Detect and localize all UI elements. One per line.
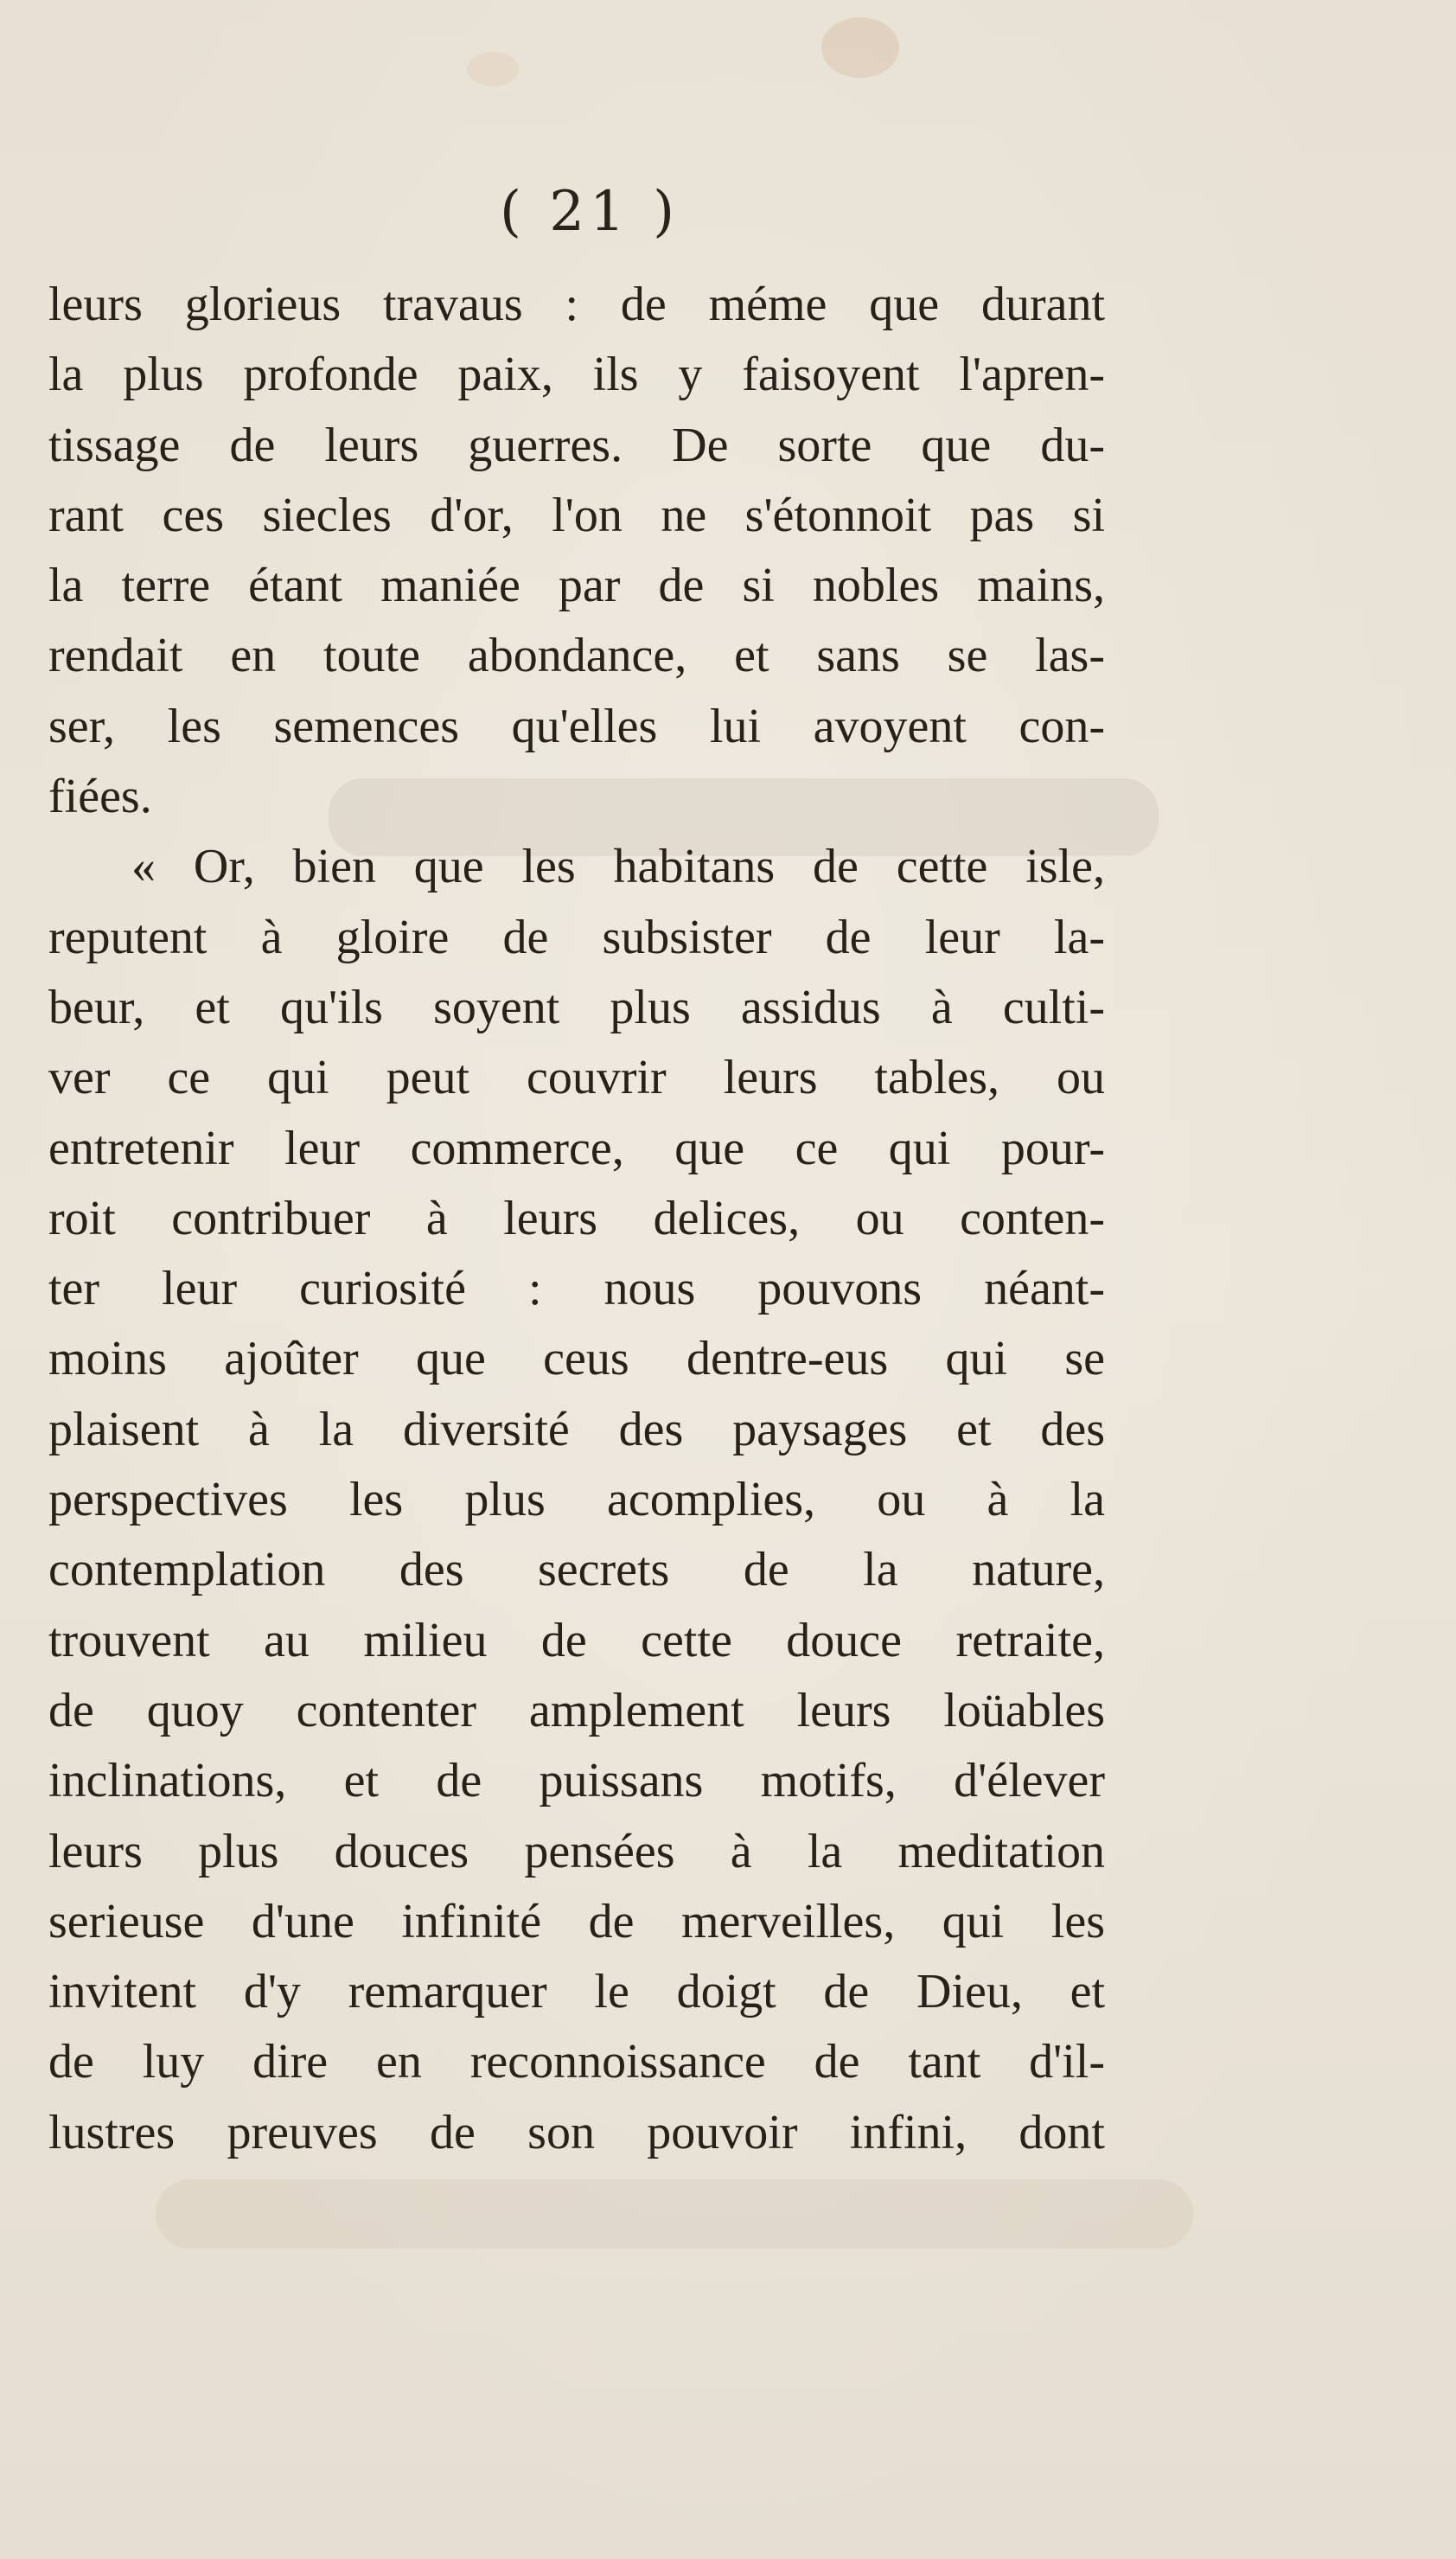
text-line: leurs plus douces pensées à la meditation — [48, 1824, 1105, 1878]
text-line: la plus profonde paix, ils y faisoyent l'apren- — [48, 348, 1105, 402]
text-line: beur, et qu'ils soyent plus assidus à culti- — [48, 980, 1105, 1034]
text-line: reputent à gloire de subsister de leur la- — [48, 910, 1105, 964]
page-number: ( 21 ) — [499, 180, 680, 244]
text-line: inclinations, et de puissans motifs, d'élever — [48, 1754, 1105, 1808]
paper-stain — [821, 17, 899, 78]
text-line: roit contribuer à leurs delices, ou conten- — [48, 1191, 1105, 1245]
text-line: trouvent au milieu de cette douce retraite, — [48, 1613, 1105, 1667]
text-line: fiées. — [48, 770, 152, 824]
text-line: tissage de leurs guerres. De sorte que du- — [48, 418, 1105, 472]
text-line: lustres preuves de son pouvoir infini, dont — [48, 2105, 1105, 2159]
body-text — [48, 270, 1105, 2168]
text-line: ser, les semences qu'elles lui avoyent con- — [48, 699, 1105, 753]
text-line: ver ce qui peut couvrir leurs tables, ou — [48, 1051, 1105, 1105]
text-line: la terre étant maniée par de si nobles mains, — [48, 559, 1105, 613]
text-line: rendait en toute abondance, et sans se las- — [48, 629, 1105, 683]
text-line: moins ajoûter que ceus dentre-eus qui se — [48, 1332, 1105, 1386]
text-line: plaisent à la diversité des paysages et des — [48, 1402, 1105, 1456]
text-line: rant ces siecles d'or, l'on ne s'étonnoit pas si — [48, 488, 1105, 542]
text-line: serieuse d'une infinité de merveilles, qui les — [48, 1894, 1105, 1948]
text-line: « Or, bien que les habitans de cette isle, — [131, 840, 1105, 894]
paper-rub-mark — [156, 2179, 1193, 2249]
paper-stain — [467, 52, 519, 86]
paragraph-1 — [48, 270, 1105, 832]
text-line: de luy dire en reconnoissance de tant d'il- — [48, 2035, 1105, 2089]
paragraph-2 — [48, 832, 1105, 2168]
text-line: de quoy contenter amplement leurs loüables — [48, 1683, 1105, 1737]
text-line: invitent d'y remarquer le doigt de Dieu, et — [48, 1965, 1105, 2019]
text-line: ter leur curiosité : nous pouvons néant- — [48, 1262, 1105, 1316]
text-line: leurs glorieus travaus : de méme que durant — [48, 278, 1105, 331]
text-line: contemplation des secrets de la nature, — [48, 1543, 1105, 1597]
text-line: entretenir leur commerce, que ce qui pour- — [48, 1121, 1105, 1175]
text-line: perspectives les plus acomplies, ou à la — [48, 1473, 1105, 1527]
